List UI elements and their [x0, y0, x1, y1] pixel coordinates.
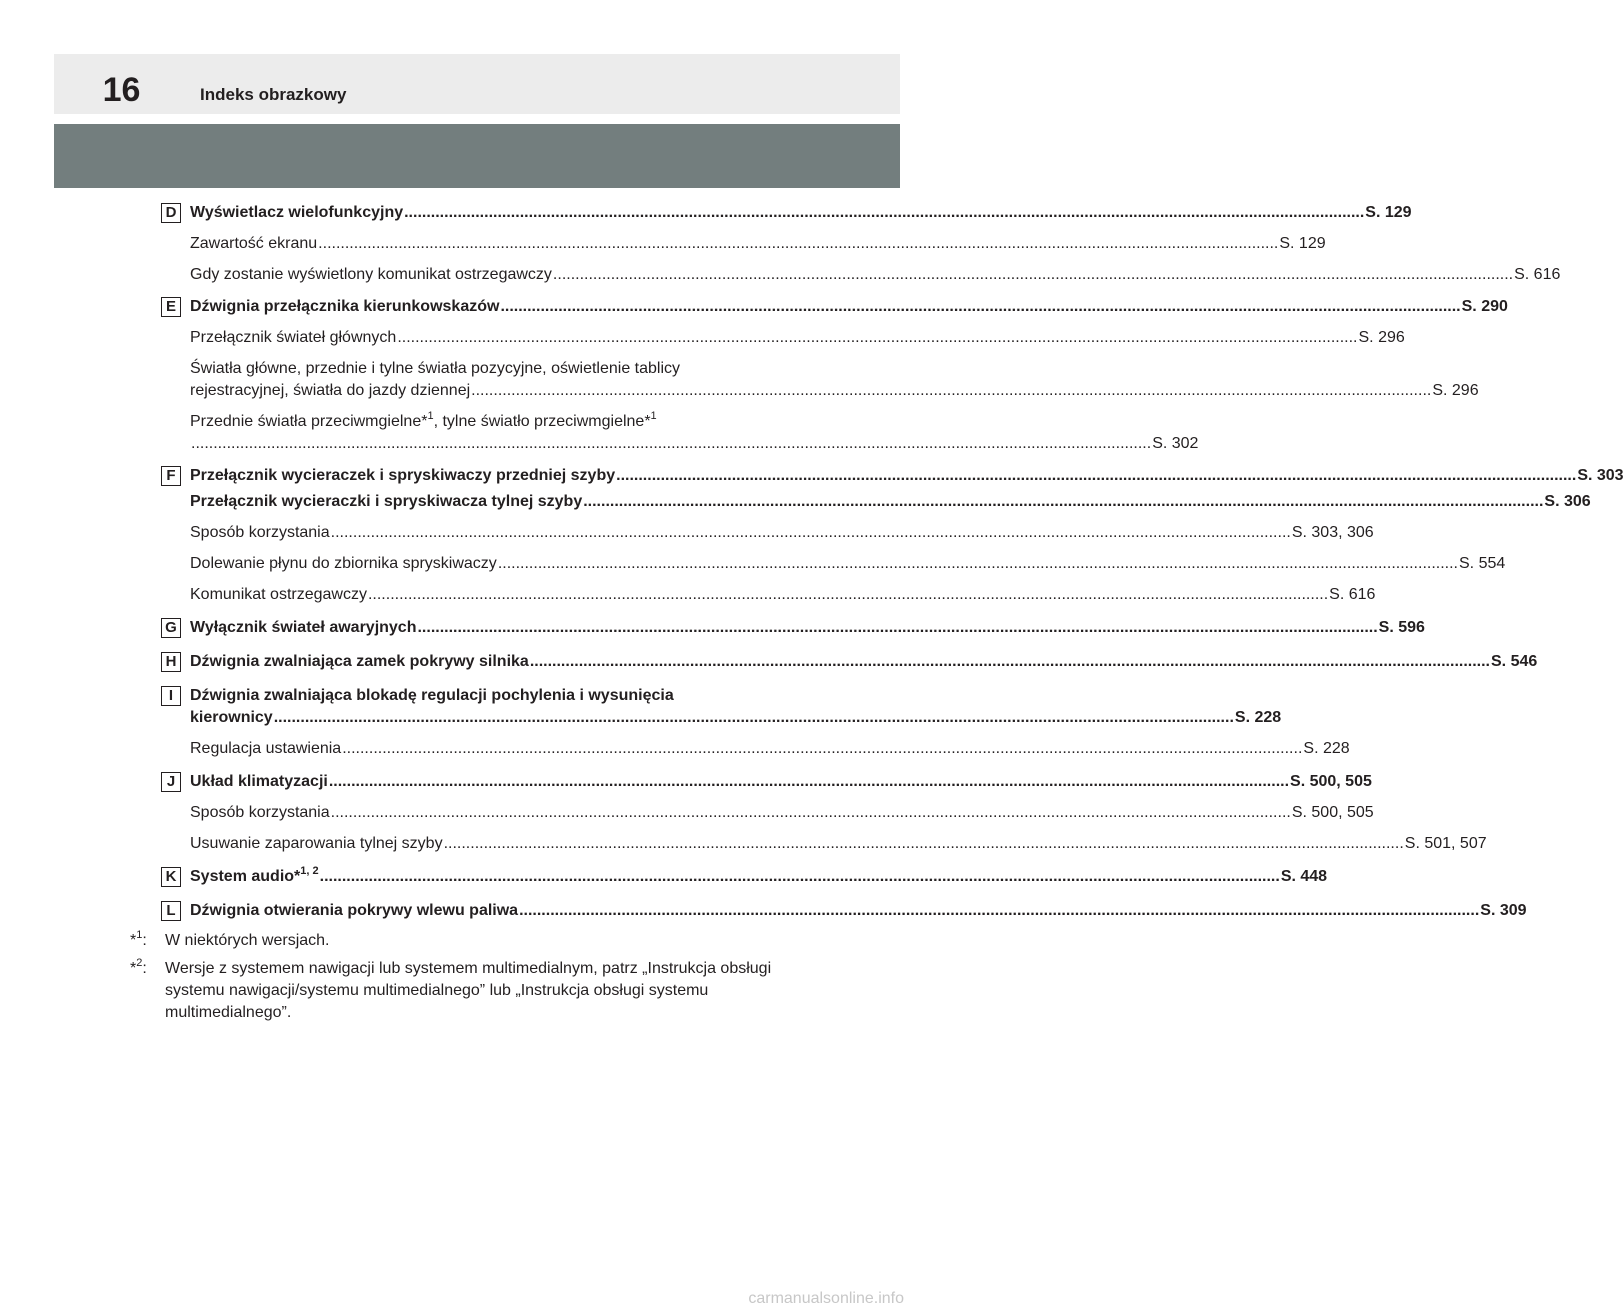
entry-steering-adjustment: Regulacja ustawienia ........................................................................................................................................................................................................................ S. 228 [190, 740, 1350, 757]
page-ref: S. 296 [1358, 329, 1405, 346]
page-ref: S. 596 [1378, 619, 1425, 636]
page-ref: S. 306 [1544, 493, 1591, 510]
marker-d: D [161, 203, 181, 223]
entry-headlight-switch: Przełącznik świateł głównych ........................................................................................................................................................................................................................ S. 296 [190, 329, 1405, 346]
entry-washer-fluid: Dolewanie płynu do zbiornika spryskiwaczy ........................................................................................................................................................................................................................ S. 554 [190, 555, 1506, 572]
marker-k: K [161, 867, 181, 887]
page-ref: S. 303, 306 [1291, 524, 1374, 541]
page-number: 16 [102, 71, 141, 109]
page-ref: S. 501, 507 [1404, 835, 1487, 852]
page-ref: S. 228 [1234, 709, 1282, 726]
entry-air-conditioning: Układ klimatyzacji ........................................................................................................................................................................................................................ S. 500, 505 [190, 773, 1372, 790]
page-title: Indeks obrazkowy [200, 85, 347, 104]
entry-fuel-door-lever: Dźwignia otwierania pokrywy wlewu paliwa ........................................................................................................................................................................................................................ S. 309 [190, 902, 1527, 919]
page-ref: S. 302 [1152, 435, 1199, 452]
entry-wiper-usage: Sposób korzystania ........................................................................................................................................................................................................................ S. 303, 306 [190, 524, 1374, 541]
entry-front-wiper-switch: Przełącznik wycieraczek i spryskiwaczy przedniej szyby ........................................................................................................................................................................................................................ S. 303 [190, 467, 1624, 484]
entry-hood-release: Dźwignia zwalniająca zamek pokrywy silnika ........................................................................................................................................................................................................................ S. 546 [190, 653, 1538, 670]
page-ref: S. 616 [1514, 266, 1561, 283]
entry-hazard-switch: Wyłącznik świateł awaryjnych ........................................................................................................................................................................................................................ S. 596 [190, 619, 1425, 636]
entry-warning-message: Gdy zostanie wyświetlony komunikat ostrzegawczy ........................................................................................................................................................................................................................ S. 616 [190, 266, 1561, 283]
entry-ac-usage: Sposób korzystania ........................................................................................................................................................................................................................ S. 500, 505 [190, 804, 1374, 821]
footnote-1: *$^1$: W niektórych wersjach. [130, 928, 330, 949]
marker-f: F [161, 466, 181, 486]
watermark: carmanualsonline.info [748, 1290, 904, 1307]
entry-wiper-warning: Komunikat ostrzegawczy ........................................................................................................................................................................................................................ S. 616 [190, 586, 1376, 603]
entry-turn-signal-lever: Dźwignia przełącznika kierunkowskazów ........................................................................................................................................................................................................................ S. 290 [190, 298, 1508, 315]
page-ref: S. 554 [1459, 555, 1506, 572]
page-ref: S. 296 [1432, 382, 1479, 399]
page-ref: S. 616 [1329, 586, 1376, 603]
page-ref: S. 500, 505 [1291, 804, 1374, 821]
marker-l: L [161, 901, 181, 921]
entry-fog-lights-line1: Przednie światła przeciwmgielne*$^1$, tylne światło przeciwmgielne*$^1$ [190, 409, 657, 430]
entry-multi-display: Wyświetlacz wielofunkcyjny ........................................................................................................................................................................................................................ S. 129 [190, 204, 1412, 221]
entry-lights-line1: Światła główne, przednie i tylne światła pozycyjne, oświetlenie tablicy [190, 360, 681, 377]
entry-fog-lights-line2: ........................................................................................................................................................................................................................ S. 302 [191, 435, 1199, 452]
entry-rear-wiper-switch: Przełącznik wycieraczki i spryskiwacza tylnej szyby ........................................................................................................................................................................................................................ S. 306 [190, 493, 1591, 510]
page-ref: S. 129 [1279, 235, 1326, 252]
entry-screen-content: Zawartość ekranu ........................................................................................................................................................................................................................ S. 129 [190, 235, 1326, 252]
marker-e: E [161, 297, 181, 317]
section-band [54, 124, 900, 188]
entry-steering-lock-line2: kierownicy ........................................................................................................................................................................................................................ S. 228 [190, 709, 1282, 726]
page-ref: S. 228 [1303, 740, 1350, 757]
entry-steering-lock-line1: Dźwignia zwalniająca blokadę regulacji pochylenia i wysunięcia [190, 687, 674, 704]
marker-i: I [161, 686, 181, 706]
page-ref: S. 448 [1280, 868, 1328, 885]
page-ref: S. 309 [1480, 902, 1527, 919]
entry-audio-system: System audio*$^{1, 2}$ ........................................................................................................................................................................................................................ S. 448 [190, 864, 1328, 885]
footnote-2: *$^2$: Wersje z systemem nawigacji lub systemem multimedialnym, patrz „Instrukcja obsługi systemu nawigacji/systemu multimedialnego” lub „Instrukcja obsługi systemu multimedialnego”. [130, 956, 772, 1021]
marker-h: H [161, 652, 181, 672]
page-ref: S. 129 [1365, 204, 1412, 221]
marker-j: J [161, 772, 181, 792]
page-ref: S. 290 [1461, 298, 1508, 315]
page-ref: S. 500, 505 [1290, 773, 1372, 790]
entry-rear-defogger: Usuwanie zaparowania tylnej szyby ........................................................................................................................................................................................................................ S. 501, 507 [190, 835, 1487, 852]
entry-lights-line2: rejestracyjnej, światła do jazdy dziennej ........................................................................................................................................................................................................................ S. 296 [190, 382, 1479, 399]
page-ref: S. 546 [1491, 653, 1538, 670]
page-ref: S. 303 [1577, 467, 1624, 484]
marker-g: G [161, 618, 181, 638]
